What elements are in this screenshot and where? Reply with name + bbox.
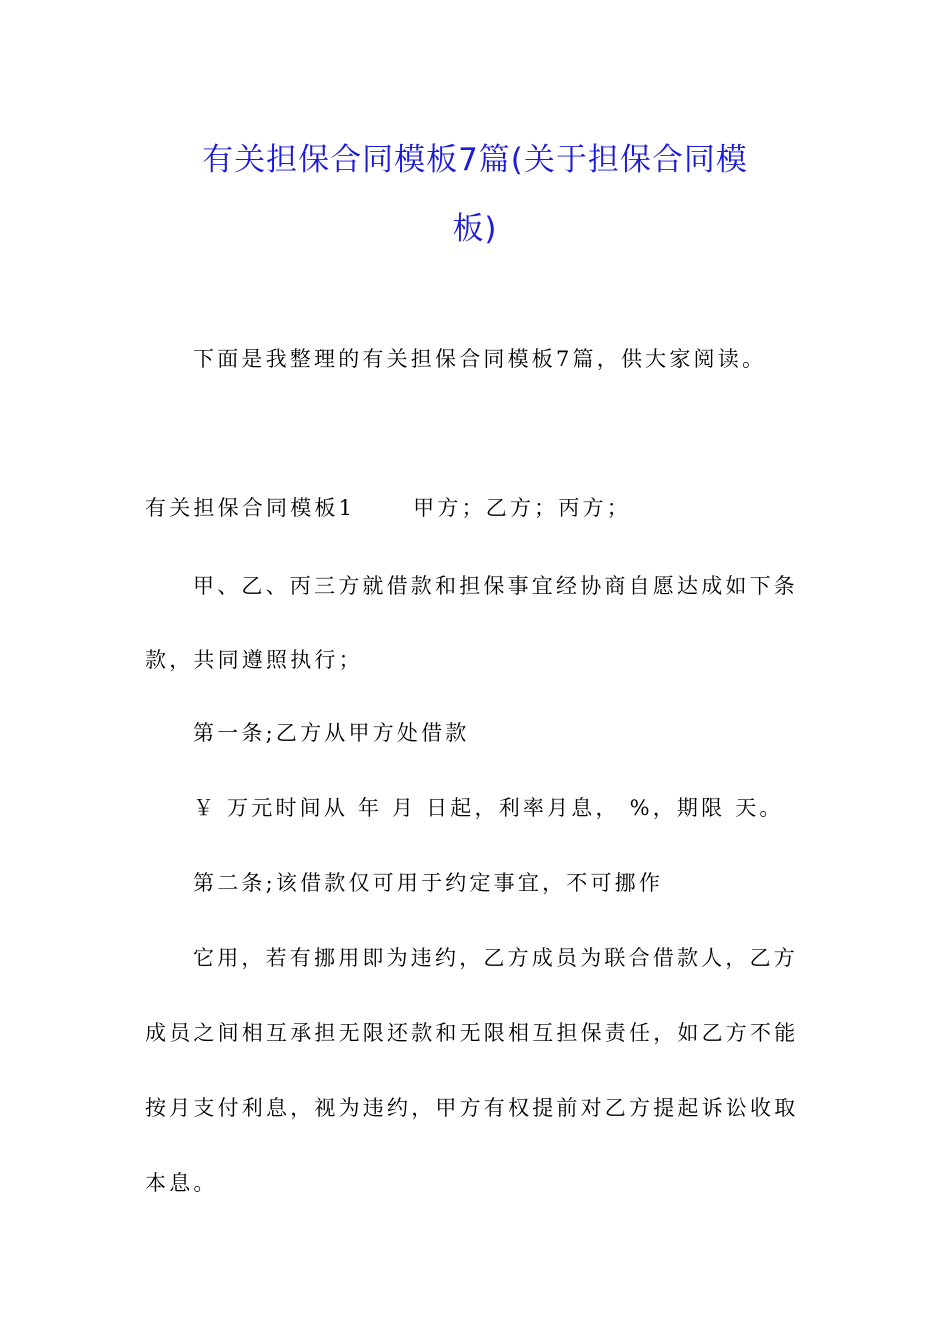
section-heading-row bbox=[145, 493, 631, 523]
article-1-line-1: 第一条;乙方从甲方处借款 bbox=[193, 721, 470, 745]
article-2-line-4: 按月支付利息，视为违约，甲方有权提前对乙方提起诉讼收取 bbox=[145, 1096, 799, 1120]
intro-paragraph: 下面是我整理的有关担保合同模板7篇，供大家阅读。 bbox=[193, 347, 767, 371]
article-2-line-5: 本息。 bbox=[145, 1171, 218, 1195]
paragraph-1-line-2: 款，共同遵照执行； bbox=[145, 648, 363, 672]
paragraph-1-line-1: 甲、乙、丙三方就借款和担保事宜经协商自愿达成如下条 bbox=[193, 574, 798, 598]
section-heading: 有关担保合同模板1 bbox=[145, 496, 356, 520]
article-1-line-2: ￥ 万元时间从 年 月 日起，利率月息， %，期限 天。 bbox=[193, 796, 784, 820]
article-2-line-1: 第二条;该借款仅可用于约定事宜，不可挪作 bbox=[193, 871, 664, 895]
article-2-line-3: 成员之间相互承担无限还款和无限相互担保责任，如乙方不能 bbox=[145, 1021, 799, 1045]
parties-line: 甲方；乙方；丙方； bbox=[413, 496, 631, 520]
document-title-line-1: 有关担保合同模板7篇(关于担保合同模 bbox=[202, 142, 748, 178]
article-2-line-2: 它用，若有挪用即为违约，乙方成员为联合借款人，乙方 bbox=[193, 946, 798, 970]
document-title-line-2: 板) bbox=[452, 211, 498, 247]
